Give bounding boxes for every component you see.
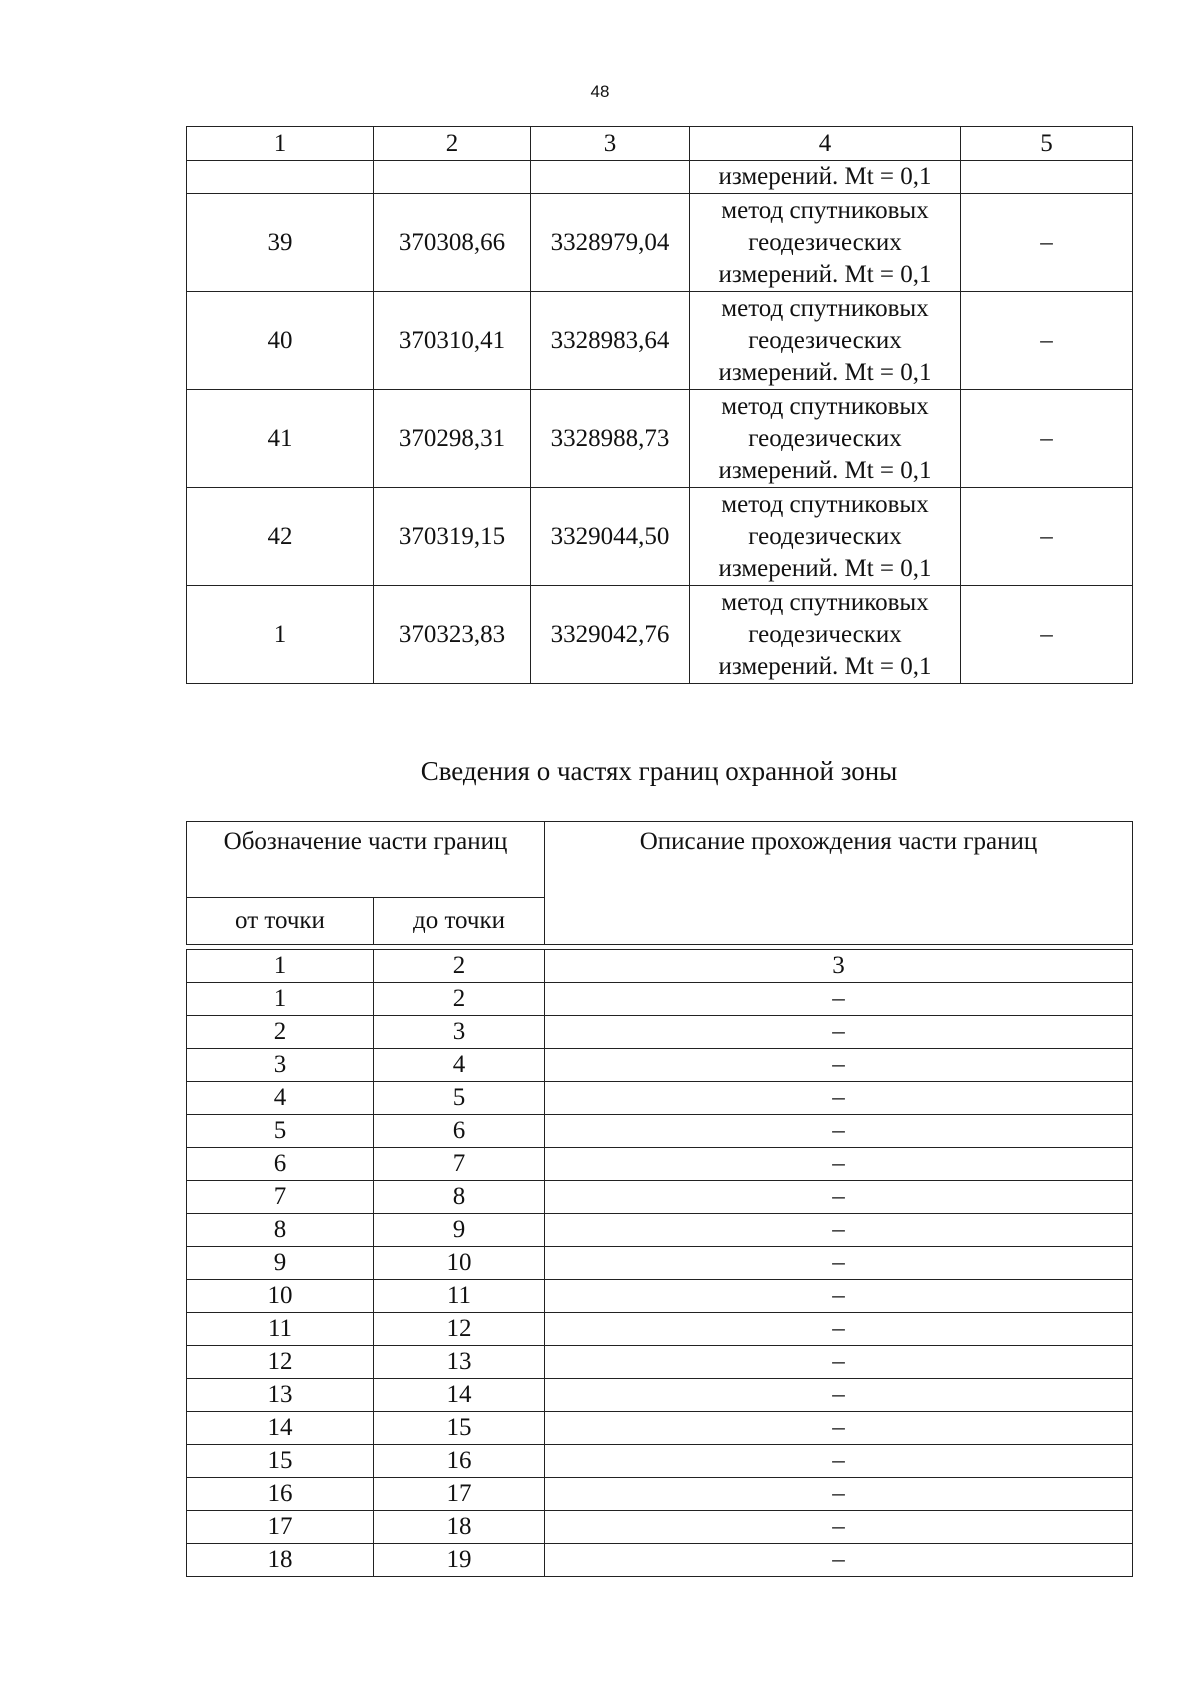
page-number: 48 [590, 82, 610, 101]
table-row [187, 292, 1133, 390]
table-row [187, 1082, 1133, 1115]
from-point: 11 [187, 1313, 374, 1346]
column-number: 3 [545, 950, 1133, 983]
to-point-header: до точки [374, 898, 545, 945]
to-point: 18 [374, 1511, 545, 1544]
table-row [187, 1148, 1133, 1181]
y-coordinate: 3328983,64 [531, 292, 690, 390]
dash-cell: – [961, 488, 1133, 586]
empty-cell [531, 161, 690, 194]
to-point: 19 [374, 1544, 545, 1577]
description: – [545, 1346, 1133, 1379]
from-point: 4 [187, 1082, 374, 1115]
to-point: 2 [374, 983, 545, 1016]
column-number-header: 5 [961, 127, 1133, 161]
point-number: 1 [187, 586, 374, 684]
from-point: 5 [187, 1115, 374, 1148]
method-cell [690, 390, 961, 488]
to-point: 8 [374, 1181, 545, 1214]
table-row [187, 194, 1133, 292]
description: – [545, 1181, 1133, 1214]
table-row [187, 983, 1133, 1016]
boundary-parts-table [186, 821, 1133, 1577]
empty-cell [961, 161, 1133, 194]
table-row [187, 1181, 1133, 1214]
method-line: измерений. Mt = 0,1 [718, 652, 932, 680]
method-line: геодезических [748, 326, 902, 354]
from-point: 14 [187, 1412, 374, 1445]
numbering-row [187, 950, 1133, 983]
dash-cell: – [961, 292, 1133, 390]
to-point: 3 [374, 1016, 545, 1049]
table-row [187, 1379, 1133, 1412]
y-coordinate: 3329042,76 [531, 586, 690, 684]
y-coordinate: 3328988,73 [531, 390, 690, 488]
method-line: измерений. Mt = 0,1 [718, 554, 932, 582]
method-line: измерений. Mt = 0,1 [718, 260, 932, 288]
from-point: 1 [187, 983, 374, 1016]
table-row [187, 1214, 1133, 1247]
x-coordinate: 370319,15 [374, 488, 531, 586]
method-cell [690, 488, 961, 586]
to-point: 10 [374, 1247, 545, 1280]
table-header-row [187, 822, 1133, 898]
continuation-row [187, 161, 1133, 194]
description: – [545, 1379, 1133, 1412]
to-point: 4 [374, 1049, 545, 1082]
method-line: геодезических [748, 522, 902, 550]
from-point: 13 [187, 1379, 374, 1412]
table-row [187, 1313, 1133, 1346]
from-point: 12 [187, 1346, 374, 1379]
table-row [187, 1016, 1133, 1049]
to-point: 13 [374, 1346, 545, 1379]
method-cell [690, 586, 961, 684]
table-row [187, 1544, 1133, 1577]
method-line: геодезических [748, 228, 902, 256]
point-number: 39 [187, 194, 374, 292]
from-point: 8 [187, 1214, 374, 1247]
description: – [545, 1214, 1133, 1247]
table-row [187, 1412, 1133, 1445]
dash-cell: – [961, 586, 1133, 684]
description: – [545, 1247, 1133, 1280]
empty-cell [187, 161, 374, 194]
from-point: 10 [187, 1280, 374, 1313]
empty-cell [374, 161, 531, 194]
point-number: 40 [187, 292, 374, 390]
description: – [545, 1148, 1133, 1181]
method-line: геодезических [748, 620, 902, 648]
to-point: 15 [374, 1412, 545, 1445]
table-row [187, 1280, 1133, 1313]
to-point: 6 [374, 1115, 545, 1148]
table-row [187, 488, 1133, 586]
from-point: 7 [187, 1181, 374, 1214]
method-line: метод спутниковых [721, 196, 929, 224]
method-line: метод спутниковых [721, 392, 929, 420]
description: – [545, 1544, 1133, 1577]
description: – [545, 1511, 1133, 1544]
point-number: 41 [187, 390, 374, 488]
description: – [545, 1082, 1133, 1115]
to-point: 9 [374, 1214, 545, 1247]
table-row [187, 1049, 1133, 1082]
x-coordinate: 370323,83 [374, 586, 531, 684]
method-line: геодезических [748, 424, 902, 452]
method-cell [690, 292, 961, 390]
column-number: 1 [187, 950, 374, 983]
dash-cell: – [961, 194, 1133, 292]
table-row [187, 1478, 1133, 1511]
description: – [545, 1478, 1133, 1511]
table-row [187, 1346, 1133, 1379]
y-coordinate: 3329044,50 [531, 488, 690, 586]
description: – [545, 1016, 1133, 1049]
from-point: 18 [187, 1544, 374, 1577]
table-row [187, 586, 1133, 684]
method-cell [690, 194, 961, 292]
column-number-header: 2 [374, 127, 531, 161]
from-point: 15 [187, 1445, 374, 1478]
to-point: 12 [374, 1313, 545, 1346]
y-coordinate: 3328979,04 [531, 194, 690, 292]
method-line: метод спутниковых [721, 294, 929, 322]
to-point: 14 [374, 1379, 545, 1412]
from-point: 16 [187, 1478, 374, 1511]
column-number-header: 4 [690, 127, 961, 161]
to-point: 11 [374, 1280, 545, 1313]
section-title: Сведения о частях границ охранной зоны [420, 756, 898, 786]
description: – [545, 1445, 1133, 1478]
description: – [545, 1049, 1133, 1082]
dash-cell: – [961, 390, 1133, 488]
from-point: 2 [187, 1016, 374, 1049]
to-point: 7 [374, 1148, 545, 1181]
x-coordinate: 370308,66 [374, 194, 531, 292]
method-line: измерений. Mt = 0,1 [718, 358, 932, 386]
description: – [545, 983, 1133, 1016]
description: – [545, 1412, 1133, 1445]
method-cell: измерений. Mt = 0,1 [690, 161, 961, 194]
method-line: метод спутниковых [721, 490, 929, 518]
description: – [545, 1313, 1133, 1346]
from-point: 3 [187, 1049, 374, 1082]
column-number-header: 1 [187, 127, 374, 161]
point-number: 42 [187, 488, 374, 586]
x-coordinate: 370298,31 [374, 390, 531, 488]
method-line: измерений. Mt = 0,1 [718, 456, 932, 484]
from-point: 6 [187, 1148, 374, 1181]
x-coordinate: 370310,41 [374, 292, 531, 390]
to-point: 16 [374, 1445, 545, 1478]
column-number: 2 [374, 950, 545, 983]
table-header-row [187, 127, 1133, 161]
column-number-header: 3 [531, 127, 690, 161]
to-point: 5 [374, 1082, 545, 1115]
description: – [545, 1115, 1133, 1148]
description: – [545, 1280, 1133, 1313]
designation-header: Обозначение части границ [187, 822, 545, 898]
table-row [187, 390, 1133, 488]
method-line: метод спутниковых [721, 588, 929, 616]
table-row [187, 1247, 1133, 1280]
from-point: 17 [187, 1511, 374, 1544]
from-point: 9 [187, 1247, 374, 1280]
table-row [187, 1511, 1133, 1544]
from-point-header: от точки [187, 898, 374, 945]
table-row [187, 1115, 1133, 1148]
table-row [187, 1445, 1133, 1478]
description-header: Описание прохождения части границ [545, 822, 1133, 945]
coordinates-table [186, 126, 1133, 684]
to-point: 17 [374, 1478, 545, 1511]
